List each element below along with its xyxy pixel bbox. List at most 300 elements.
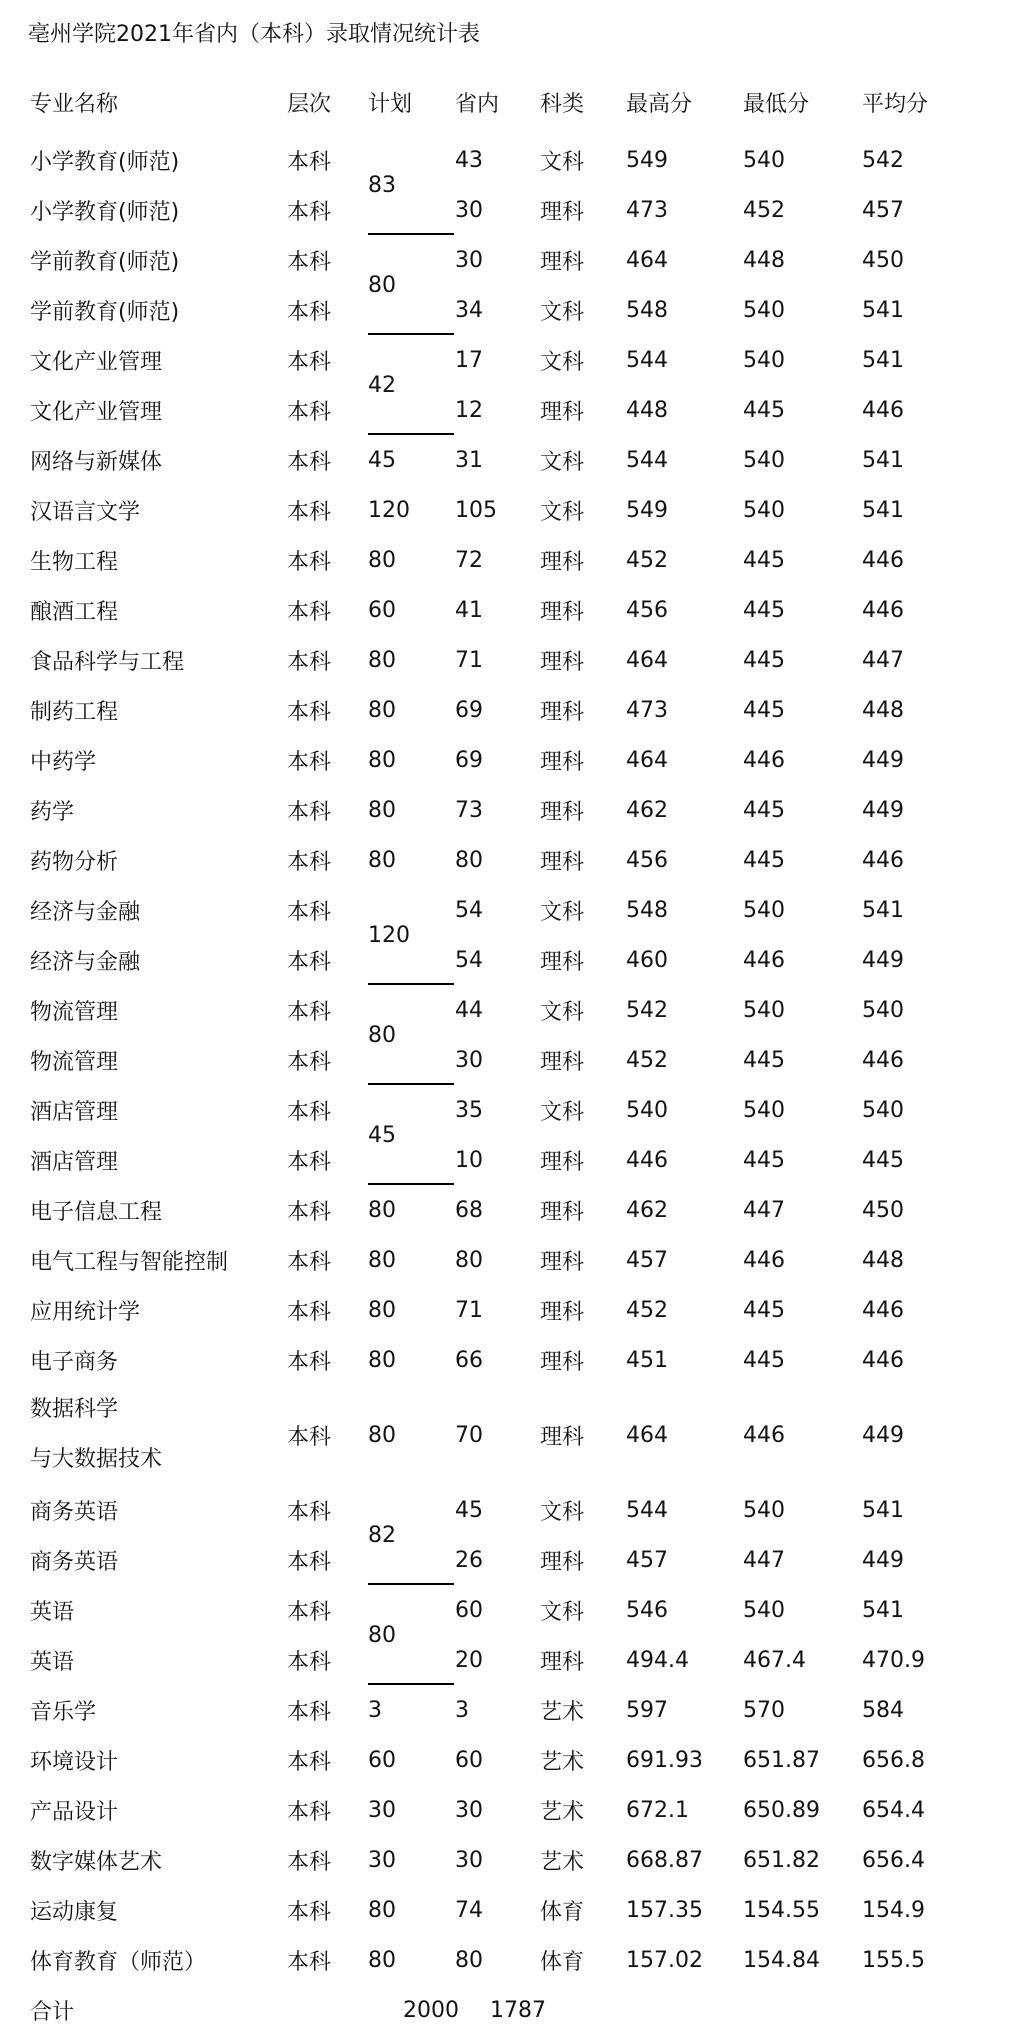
province-cell: 3 (455, 1697, 469, 1723)
major-name-cell: 电气工程与智能控制 (30, 1249, 229, 1275)
level-cell: 本科 (287, 249, 332, 275)
subject-type-cell: 理科 (540, 249, 585, 275)
table-row (0, 1785, 1015, 1835)
table-row (0, 585, 1015, 635)
max-score-cell: 597 (626, 1697, 668, 1723)
table-row (0, 935, 1015, 985)
max-score-cell: 473 (626, 197, 668, 223)
major-name-cell: 英语 (30, 1649, 75, 1675)
level-cell: 本科 (287, 749, 332, 775)
plan-cell: 30 (368, 1797, 396, 1823)
table-row (0, 385, 1015, 435)
avg-score-cell: 446 (862, 1347, 904, 1373)
max-score-cell: 452 (626, 1297, 668, 1323)
subject-type-cell: 理科 (540, 749, 585, 775)
avg-score-cell: 656.4 (862, 1847, 925, 1873)
table-header (0, 77, 1015, 127)
avg-score-cell: 449 (862, 1422, 904, 1448)
avg-score-cell: 447 (862, 647, 904, 673)
table-row (0, 1685, 1015, 1735)
level-cell: 本科 (287, 299, 332, 325)
avg-score-cell: 541 (862, 1597, 904, 1623)
total-plan: 2000 (403, 1997, 459, 2023)
table-row (0, 1035, 1015, 1085)
table-row (0, 1285, 1015, 1335)
min-score-cell: 445 (743, 547, 785, 573)
merged-plan-cell: 42 (368, 372, 396, 398)
subject-type-cell: 艺术 (540, 1699, 585, 1725)
min-score-cell: 448 (743, 247, 785, 273)
major-name-cell: 酿酒工程 (30, 599, 119, 625)
merged-cell-border (368, 1183, 454, 1185)
major-name-cell: 制药工程 (30, 699, 119, 725)
major-name-cell: 生物工程 (30, 549, 119, 575)
max-score-cell: 464 (626, 1422, 668, 1448)
major-name-cell: 商务英语 (30, 1549, 119, 1575)
table-row (0, 1585, 1015, 1635)
level-cell: 本科 (287, 149, 332, 175)
page-title: 亳州学院2021年省内（本科）录取情况统计表 (28, 22, 480, 47)
province-cell: 80 (455, 1947, 483, 1973)
province-cell: 60 (455, 1597, 483, 1623)
province-cell: 71 (455, 1297, 483, 1323)
merged-cell-border (368, 433, 454, 435)
max-score-cell: 452 (626, 547, 668, 573)
plan-cell: 80 (368, 797, 396, 823)
plan-cell: 80 (368, 1247, 396, 1273)
province-cell: 20 (455, 1647, 483, 1673)
avg-score-cell: 448 (862, 1247, 904, 1273)
header-level: 层次 (287, 91, 332, 117)
plan-cell: 3 (368, 1697, 382, 1723)
province-cell: 30 (455, 1847, 483, 1873)
province-cell: 45 (455, 1497, 483, 1523)
subject-type-cell: 文科 (540, 299, 585, 325)
table-row (0, 1835, 1015, 1885)
subject-type-cell: 理科 (540, 1549, 585, 1575)
merged-plan-cell: 80 (368, 1022, 396, 1048)
subject-type-cell: 理科 (540, 1149, 585, 1175)
max-score-cell: 462 (626, 1197, 668, 1223)
min-score-cell: 447 (743, 1547, 785, 1573)
max-score-cell: 457 (626, 1547, 668, 1573)
subject-type-cell: 体育 (540, 1949, 585, 1975)
avg-score-cell: 584 (862, 1697, 904, 1723)
max-score-cell: 549 (626, 147, 668, 173)
subject-type-cell: 艺术 (540, 1799, 585, 1825)
plan-cell: 120 (368, 497, 410, 523)
min-score-cell: 540 (743, 1497, 785, 1523)
major-name-cell: 药物分析 (30, 849, 119, 875)
table-row (0, 235, 1015, 285)
min-score-cell: 445 (743, 847, 785, 873)
province-cell: 54 (455, 897, 483, 923)
min-score-cell: 540 (743, 347, 785, 373)
table-row (0, 435, 1015, 485)
plan-cell: 80 (368, 1947, 396, 1973)
min-score-cell: 446 (743, 1422, 785, 1448)
subject-type-cell: 文科 (540, 999, 585, 1025)
major-name-line2: 与大数据技术 (30, 1447, 163, 1472)
merged-plan-cell: 120 (368, 922, 410, 948)
avg-score-cell: 541 (862, 897, 904, 923)
level-cell: 本科 (287, 1799, 332, 1825)
province-cell: 54 (455, 947, 483, 973)
province-cell: 66 (455, 1347, 483, 1373)
level-cell: 本科 (287, 799, 332, 825)
avg-score-cell: 542 (862, 147, 904, 173)
level-cell: 本科 (287, 499, 332, 525)
subject-type-cell: 理科 (540, 399, 585, 425)
table-row (0, 285, 1015, 335)
avg-score-cell: 541 (862, 1497, 904, 1523)
max-score-cell: 542 (626, 997, 668, 1023)
max-score-cell: 548 (626, 897, 668, 923)
level-cell: 本科 (287, 1599, 332, 1625)
max-score-cell: 549 (626, 497, 668, 523)
max-score-cell: 546 (626, 1597, 668, 1623)
level-cell: 本科 (287, 1899, 332, 1925)
major-name-cell: 英语 (30, 1599, 75, 1625)
min-score-cell: 445 (743, 597, 785, 623)
level-cell: 本科 (287, 1424, 332, 1450)
level-cell: 本科 (287, 399, 332, 425)
province-cell: 10 (455, 1147, 483, 1173)
major-name-cell: 物流管理 (30, 1049, 119, 1075)
plan-cell: 80 (368, 847, 396, 873)
level-cell: 本科 (287, 1249, 332, 1275)
level-cell: 本科 (287, 1199, 332, 1225)
avg-score-cell: 445 (862, 1147, 904, 1173)
major-name-cell: 环境设计 (30, 1749, 119, 1775)
major-name-cell: 商务英语 (30, 1499, 119, 1525)
avg-score-cell: 446 (862, 1047, 904, 1073)
subject-type-cell: 艺术 (540, 1749, 585, 1775)
province-cell: 80 (455, 847, 483, 873)
max-score-cell: 464 (626, 647, 668, 673)
level-cell: 本科 (287, 899, 332, 925)
max-score-cell: 540 (626, 1097, 668, 1123)
major-name-cell: 酒店管理 (30, 1099, 119, 1125)
header-min-score: 最低分 (743, 91, 810, 117)
max-score-cell: 456 (626, 847, 668, 873)
subject-type-cell: 文科 (540, 1099, 585, 1125)
subject-type-cell: 理科 (540, 1249, 585, 1275)
max-score-cell: 462 (626, 797, 668, 823)
avg-score-cell: 656.8 (862, 1747, 925, 1773)
subject-type-cell: 理科 (540, 799, 585, 825)
min-score-cell: 651.82 (743, 1847, 820, 1873)
max-score-cell: 672.1 (626, 1797, 689, 1823)
major-name-line1: 数据科学 (30, 1397, 119, 1422)
header-plan: 计划 (368, 91, 413, 117)
avg-score-cell: 446 (862, 597, 904, 623)
avg-score-cell: 446 (862, 547, 904, 573)
major-name-cell: 音乐学 (30, 1699, 97, 1725)
max-score-cell: 494.4 (626, 1647, 689, 1673)
province-cell: 12 (455, 397, 483, 423)
plan-cell: 80 (368, 547, 396, 573)
subject-type-cell: 文科 (540, 899, 585, 925)
merged-plan-cell: 83 (368, 172, 396, 198)
max-score-cell: 157.02 (626, 1947, 703, 1973)
major-name-cell: 学前教育(师范) (30, 249, 180, 275)
avg-score-cell: 449 (862, 947, 904, 973)
max-score-cell: 691.93 (626, 1747, 703, 1773)
subject-type-cell: 理科 (540, 1049, 585, 1075)
level-cell: 本科 (287, 1649, 332, 1675)
subject-type-cell: 理科 (540, 699, 585, 725)
major-name-cell: 学前教育(师范) (30, 299, 180, 325)
header-subject-type: 科类 (540, 91, 585, 117)
major-name-cell: 物流管理 (30, 999, 119, 1025)
province-cell: 69 (455, 747, 483, 773)
province-cell: 73 (455, 797, 483, 823)
major-name-cell: 小学教育(师范) (30, 199, 180, 225)
level-cell: 本科 (287, 949, 332, 975)
subject-type-cell: 理科 (540, 199, 585, 225)
major-name-cell: 电子商务 (30, 1349, 119, 1375)
province-cell: 30 (455, 1797, 483, 1823)
avg-score-cell: 155.5 (862, 1947, 925, 1973)
major-name-cell: 食品科学与工程 (30, 649, 185, 675)
min-score-cell: 445 (743, 697, 785, 723)
level-cell: 本科 (287, 549, 332, 575)
major-name-cell: 数字媒体艺术 (30, 1849, 163, 1875)
level-cell: 本科 (287, 1099, 332, 1125)
min-score-cell: 540 (743, 497, 785, 523)
level-cell: 本科 (287, 199, 332, 225)
province-cell: 34 (455, 297, 483, 323)
min-score-cell: 445 (743, 1347, 785, 1373)
table-row (0, 1735, 1015, 1785)
plan-cell: 80 (368, 697, 396, 723)
level-cell: 本科 (287, 1149, 332, 1175)
total-label: 合计 (30, 1999, 75, 2025)
min-score-cell: 445 (743, 1297, 785, 1323)
subject-type-cell: 艺术 (540, 1849, 585, 1875)
max-score-cell: 544 (626, 347, 668, 373)
subject-type-cell: 理科 (540, 649, 585, 675)
avg-score-cell: 446 (862, 847, 904, 873)
max-score-cell: 544 (626, 1497, 668, 1523)
subject-type-cell: 理科 (540, 599, 585, 625)
major-name-cell: 经济与金融 (30, 949, 141, 975)
max-score-cell: 460 (626, 947, 668, 973)
table-row (0, 985, 1015, 1035)
merged-plan-cell: 82 (368, 1522, 396, 1548)
province-cell: 105 (455, 497, 497, 523)
header-major-name: 专业名称 (30, 91, 119, 117)
subject-type-cell: 体育 (540, 1899, 585, 1925)
level-cell: 本科 (287, 999, 332, 1025)
major-name-cell: 文化产业管理 (30, 349, 163, 375)
subject-type-cell: 理科 (540, 1299, 585, 1325)
avg-score-cell: 541 (862, 347, 904, 373)
plan-cell: 80 (368, 747, 396, 773)
table-row (0, 885, 1015, 935)
major-name-cell: 运动康复 (30, 1899, 119, 1925)
table-row (0, 1635, 1015, 1685)
avg-score-cell: 448 (862, 697, 904, 723)
major-name-cell: 产品设计 (30, 1799, 119, 1825)
major-name-cell: 经济与金融 (30, 899, 141, 925)
province-cell: 69 (455, 697, 483, 723)
province-cell: 70 (455, 1422, 483, 1448)
subject-type-cell: 理科 (540, 1649, 585, 1675)
plan-cell: 60 (368, 1747, 396, 1773)
level-cell: 本科 (287, 349, 332, 375)
level-cell: 本科 (287, 1949, 332, 1975)
avg-score-cell: 449 (862, 747, 904, 773)
max-score-cell: 473 (626, 697, 668, 723)
min-score-cell: 540 (743, 147, 785, 173)
table-row (0, 1135, 1015, 1185)
level-cell: 本科 (287, 1699, 332, 1725)
subject-type-cell: 文科 (540, 499, 585, 525)
plan-cell: 80 (368, 647, 396, 673)
major-name-cell: 体育教育（师范） (30, 1949, 207, 1975)
min-score-cell: 650.89 (743, 1797, 820, 1823)
table-row (0, 1235, 1015, 1285)
subject-type-cell: 文科 (540, 449, 585, 475)
subject-type-cell: 文科 (540, 1599, 585, 1625)
min-score-cell: 540 (743, 897, 785, 923)
header-province: 省内 (455, 91, 500, 117)
major-name-cell: 汉语言文学 (30, 499, 141, 525)
avg-score-cell: 154.9 (862, 1897, 925, 1923)
level-cell: 本科 (287, 1349, 332, 1375)
province-cell: 43 (455, 147, 483, 173)
max-score-cell: 464 (626, 747, 668, 773)
level-cell: 本科 (287, 1049, 332, 1075)
table-row (0, 1535, 1015, 1585)
level-cell: 本科 (287, 1499, 332, 1525)
min-score-cell: 445 (743, 647, 785, 673)
table-row (0, 335, 1015, 385)
header-avg-score: 平均分 (862, 91, 929, 117)
table-row (0, 1185, 1015, 1235)
plan-cell: 80 (368, 1297, 396, 1323)
subject-type-cell: 文科 (540, 349, 585, 375)
province-cell: 60 (455, 1747, 483, 1773)
total-province: 1787 (490, 1997, 546, 2023)
min-score-cell: 540 (743, 1597, 785, 1623)
max-score-cell: 544 (626, 447, 668, 473)
subject-type-cell: 理科 (540, 949, 585, 975)
table-row (0, 1485, 1015, 1535)
avg-score-cell: 446 (862, 397, 904, 423)
subject-type-cell: 理科 (540, 1349, 585, 1375)
plan-cell: 80 (368, 1422, 396, 1448)
table-row (0, 1085, 1015, 1135)
merged-plan-cell: 45 (368, 1122, 396, 1148)
min-score-cell: 154.55 (743, 1897, 820, 1923)
total-row (0, 1985, 1015, 2035)
min-score-cell: 445 (743, 397, 785, 423)
avg-score-cell: 541 (862, 497, 904, 523)
table-row (0, 485, 1015, 535)
merged-cell-border (368, 1683, 454, 1685)
province-cell: 30 (455, 247, 483, 273)
table-row (0, 1335, 1015, 1385)
subject-type-cell: 理科 (540, 1199, 585, 1225)
min-score-cell: 154.84 (743, 1947, 820, 1973)
avg-score-cell: 541 (862, 447, 904, 473)
min-score-cell: 540 (743, 997, 785, 1023)
major-name-cell: 文化产业管理 (30, 399, 163, 425)
avg-score-cell: 450 (862, 1197, 904, 1223)
level-cell: 本科 (287, 649, 332, 675)
max-score-cell: 548 (626, 297, 668, 323)
max-score-cell: 457 (626, 1247, 668, 1273)
plan-cell: 80 (368, 1347, 396, 1373)
table-row (0, 735, 1015, 785)
min-score-cell: 540 (743, 1097, 785, 1123)
min-score-cell: 452 (743, 197, 785, 223)
province-cell: 80 (455, 1247, 483, 1273)
min-score-cell: 540 (743, 297, 785, 323)
avg-score-cell: 470.9 (862, 1647, 925, 1673)
avg-score-cell: 457 (862, 197, 904, 223)
min-score-cell: 445 (743, 1047, 785, 1073)
level-cell: 本科 (287, 1749, 332, 1775)
min-score-cell: 445 (743, 1147, 785, 1173)
avg-score-cell: 541 (862, 297, 904, 323)
header-max-score: 最高分 (626, 91, 693, 117)
table-row (0, 535, 1015, 585)
min-score-cell: 446 (743, 947, 785, 973)
major-name-cell: 中药学 (30, 749, 97, 775)
merged-plan-cell: 80 (368, 272, 396, 298)
plan-cell: 45 (368, 447, 396, 473)
max-score-cell: 668.87 (626, 1847, 703, 1873)
major-name-cell: 小学教育(师范) (30, 149, 180, 175)
max-score-cell: 452 (626, 1047, 668, 1073)
table-row (0, 185, 1015, 235)
subject-type-cell: 理科 (540, 549, 585, 575)
major-name-cell: 电子信息工程 (30, 1199, 163, 1225)
avg-score-cell: 654.4 (862, 1797, 925, 1823)
max-score-cell: 446 (626, 1147, 668, 1173)
level-cell: 本科 (287, 449, 332, 475)
province-cell: 17 (455, 347, 483, 373)
max-score-cell: 448 (626, 397, 668, 423)
province-cell: 26 (455, 1547, 483, 1573)
province-cell: 74 (455, 1897, 483, 1923)
level-cell: 本科 (287, 1549, 332, 1575)
table-row (0, 635, 1015, 685)
province-cell: 44 (455, 997, 483, 1023)
avg-score-cell: 446 (862, 1297, 904, 1323)
table-row (0, 835, 1015, 885)
plan-cell: 60 (368, 597, 396, 623)
max-score-cell: 157.35 (626, 1897, 703, 1923)
major-name-cell: 网络与新媒体 (30, 449, 163, 475)
level-cell: 本科 (287, 1299, 332, 1325)
min-score-cell: 446 (743, 747, 785, 773)
plan-cell: 30 (368, 1847, 396, 1873)
province-cell: 35 (455, 1097, 483, 1123)
major-name-cell (30, 1385, 162, 1485)
max-score-cell: 456 (626, 597, 668, 623)
avg-score-cell: 540 (862, 997, 904, 1023)
min-score-cell: 446 (743, 1247, 785, 1273)
table-row (0, 1885, 1015, 1935)
province-cell: 71 (455, 647, 483, 673)
province-cell: 72 (455, 547, 483, 573)
table-row (0, 1935, 1015, 1985)
